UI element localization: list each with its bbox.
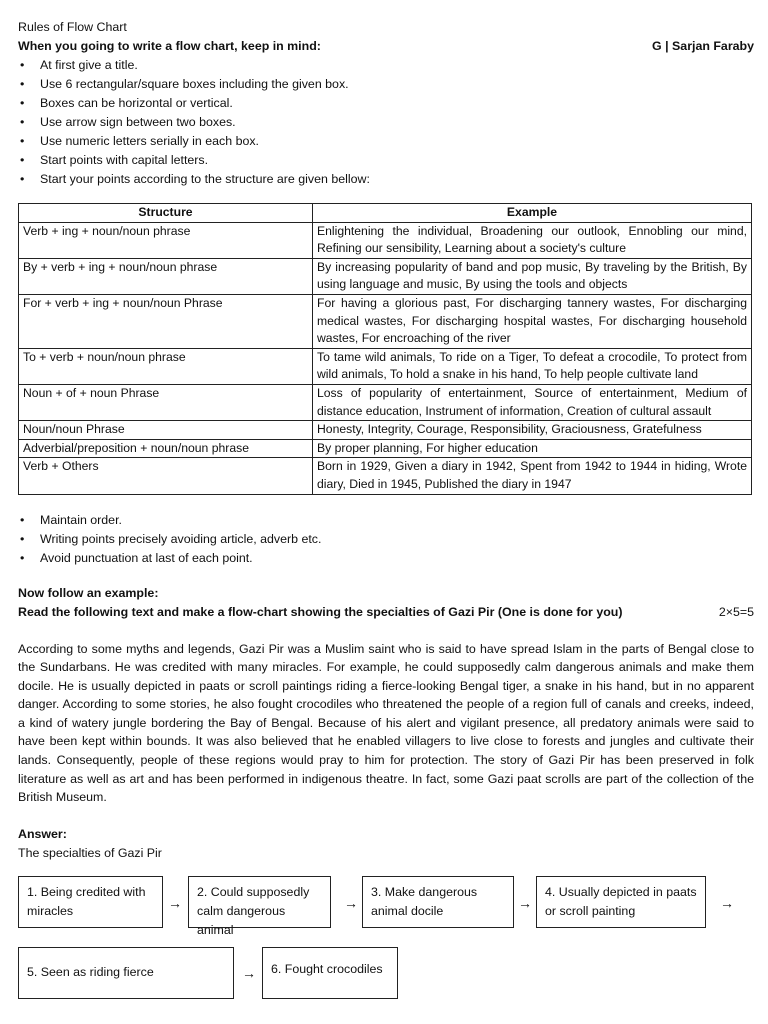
rule-item: • Avoid punctuation at last of each point. [18,549,754,568]
arrow-icon: → [518,895,532,911]
example-cell: By proper planning, For higher education [313,439,752,458]
rule-item: • Boxes can be horizontal or vertical. [18,94,754,113]
structure-cell: Verb + ing + noun/noun phrase [19,222,313,258]
flow-box-4: 4. Usually depicted in paats or scroll painting [536,876,706,928]
arrow-icon: → [344,895,358,911]
flow-box-2: 2. Could supposedly calm dangerous animal [188,876,331,928]
example-cell: By increasing popularity of band and pop music, By traveling by the British, By using language and music, By using the tools and objects [313,258,752,294]
rule-item: • Use arrow sign between two boxes. [18,113,754,132]
author-credit: G | Sarjan Faraby [652,39,754,53]
rule-item: • Start points with capital letters. [18,151,754,170]
header-example: Example [313,204,752,223]
marks-label: 2×5=5 [718,604,754,619]
header-structure: Structure [19,204,313,223]
rule-item: • Use 6 rectangular/square boxes including the given box. [18,75,754,94]
arrow-icon: → [242,965,256,981]
example-cell: Honesty, Integrity, Courage, Responsibility, Graciousness, Gratefulness [313,421,752,440]
table-row [19,384,752,420]
table-row [19,294,752,348]
structure-cell: Adverbial/preposition + noun/noun phrase [19,439,313,458]
table-row [19,348,752,384]
rule-item: • Use numeric letters serially in each box. [18,132,754,151]
intro-row [18,37,754,56]
task-instruction: Read the following text and make a flow-chart showing the specialties of Gazi Pir (One is done for you) [18,604,623,619]
flow-box-5: 5. Seen as riding fierce [18,947,234,999]
example-cell: Born in 1929, Given a diary in 1942, Spent from 1942 to 1944 in hiding, Wrote diary, Died in 1945, Published the diary in 1947 [313,458,752,494]
flow-box-1: 1. Being credited with miracles [18,876,163,928]
example-cell: Loss of popularity of entertainment, Source of entertainment, Medium of distance education, Instrument of information, Creation of cultural assault [313,384,752,420]
flow-box-6: 6. Fought crocodiles [262,947,398,999]
rules-list [18,56,754,189]
example-cell: To tame wild animals, To ride on a Tiger, To defeat a crocodile, To protect from wild animals, To hold a snake in his hand, To help people cultivate land [313,348,752,384]
table-row [19,458,752,494]
arrow-icon: → [720,895,734,911]
example-cell: For having a glorious past, For discharging tannery wastes, For discharging medical wastes, For discharging hospital wastes, For discharging household wastes, For encroaching of the river [313,294,752,348]
structure-cell: For + verb + ing + noun/noun Phrase [19,294,313,348]
table-row [19,222,752,258]
flow-box-3: 3. Make dangerous animal docile [362,876,514,928]
rule-item: • At first give a title. [18,56,754,75]
table-row [19,421,752,440]
rule-item: • Maintain order. [18,511,754,530]
structure-cell: By + verb + ing + noun/noun phrase [19,258,313,294]
structure-cell: Noun/noun Phrase [19,421,313,440]
answer-label: Answer: [18,826,67,841]
table-row [19,258,752,294]
document-page [18,18,754,863]
example-cell: Enlightening the individual, Broadening our outlook, Ennobling our mind, Refining our sensibility, Learning about a society's culture [313,222,752,258]
structure-cell: Noun + of + noun Phrase [19,384,313,420]
rule-item: • Start your points according to the structure are given bellow: [18,170,754,189]
arrow-icon: → [168,895,182,911]
page-title: Rules of Flow Chart [18,20,127,34]
structure-cell: To + verb + noun/noun phrase [19,348,313,384]
table-row [19,439,752,458]
task-row [18,603,754,622]
reading-passage: According to some myths and legends, Gazi Pir was a Muslim saint who is said to have spread Islam in the parts of Bengal close to the Sundarbans. He was credited with many miracles. For example, he could supposedly calm dangerous animals and make them docile. He is usually depicted in paats or scroll paintings riding a fierce-looking Bengal tiger, a snake in his hand, but in no apparent danger. According to some stories, he also fought crocodiles who threatened the people of a region full of canals and creeks, indeed, a kind of watery jungle bordering the Bay of Bengal. Because of his alert and vigilant presence, all predatory animals were said to have been kept within bounds. It was also believed that he enabled villagers to live close to forests and jungles and cultivate their lands. Consequently, people of these regions would pray to him for protection. The story of Gazi Pir has been preserved in folk literature as well as art and has been performed in indigenous theatre. In fact, some Gazi paat scrolls are part of the collection of the British Museum. [18,641,754,805]
flow-title: The specialties of Gazi Pir [18,845,162,860]
rule-item: • Writing points precisely avoiding article, adverb etc. [18,530,754,549]
intro-text: When you going to write a flow chart, keep in mind: [18,39,321,53]
structure-cell: Verb + Others [19,458,313,494]
structure-table [18,203,752,495]
more-rules-list [18,511,754,568]
table-header-row [19,204,752,223]
example-heading: Now follow an example: [18,585,159,600]
